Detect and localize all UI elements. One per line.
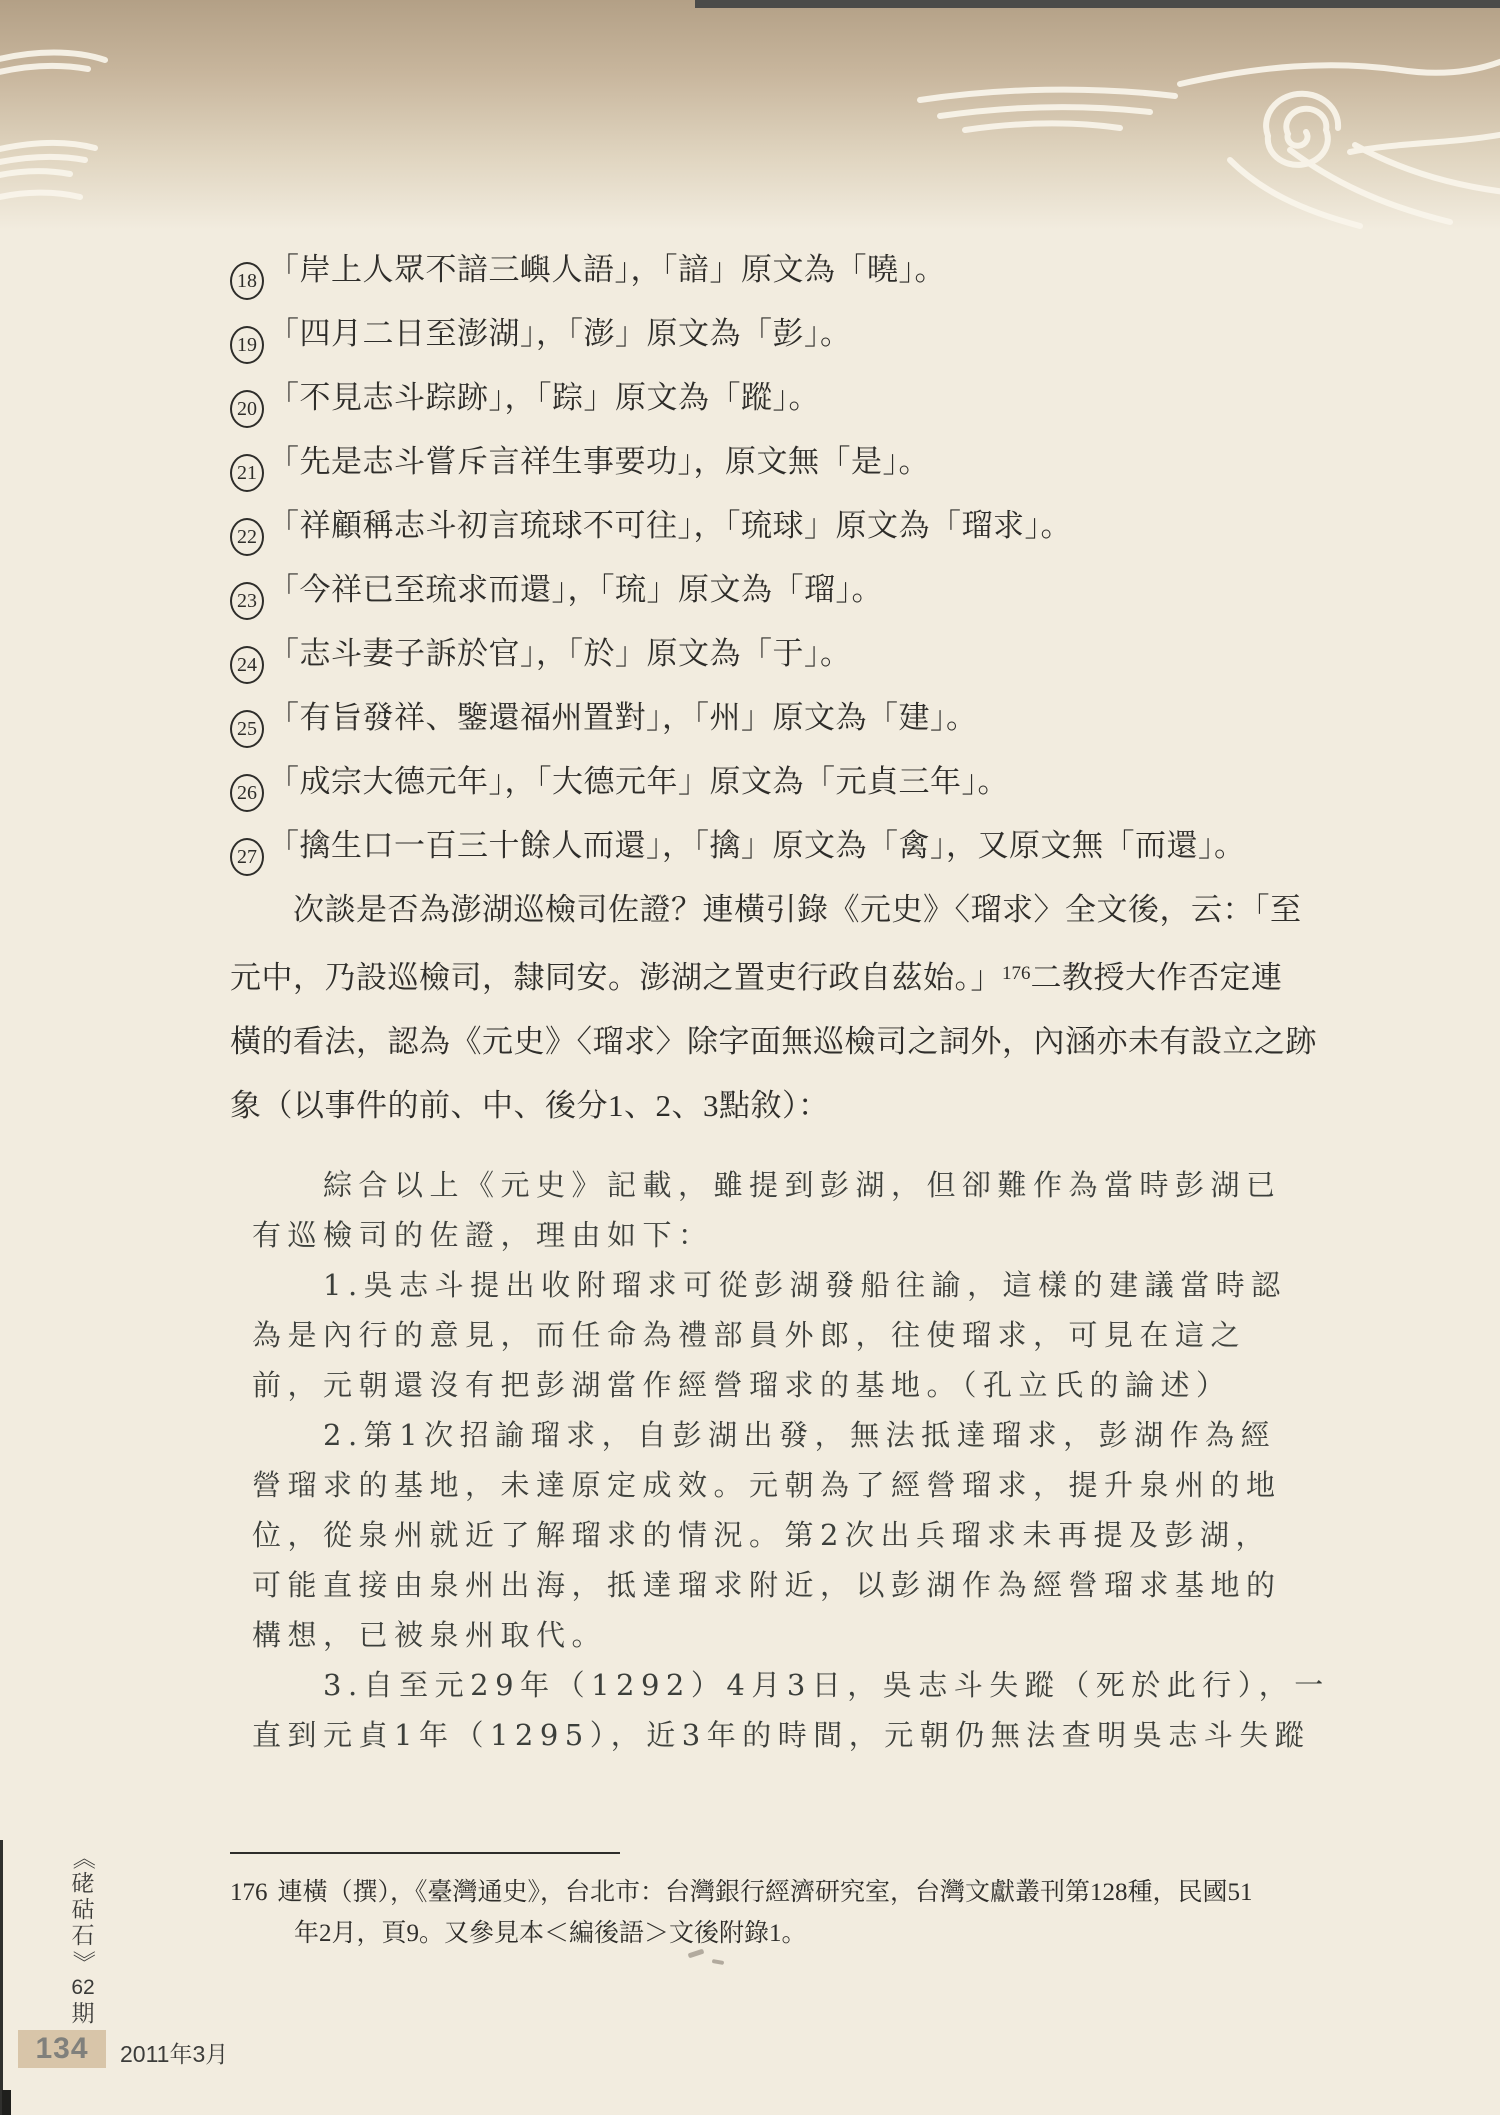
endnote-item (230, 238, 1290, 302)
quote-line: 有巡檢司的佐證，理由如下： (252, 1218, 714, 1252)
circled-number: 18 (230, 262, 264, 300)
circled-number: 21 (230, 454, 264, 492)
endnote-item (230, 430, 1290, 494)
footnote-number: 176 (230, 1879, 268, 1906)
endnote-item (230, 750, 1290, 814)
endnote-item (230, 302, 1290, 366)
quote-line: 前，元朝還沒有把彭湖當作經營瑠求的基地。（孔立氏的論述） (252, 1368, 1232, 1402)
journal-title-character: 期 (71, 2001, 95, 2026)
footnote-reference-mark: 176 (1002, 963, 1031, 984)
paragraph-text: 二教授大作否定連 (1030, 960, 1283, 995)
paragraph-line: 次談是否為澎湖巡檢司佐證？連橫引錄《元史》〈瑠求〉全文後，云：「至 (230, 892, 1302, 927)
quote-line: 直到元貞1年（1295），近3年的時間，元朝仍無法查明吳志斗失蹤 (252, 1718, 1311, 1752)
circled-number: 19 (230, 326, 264, 364)
footnote-separator-rule (230, 1852, 620, 1854)
cloud-wave-decoration (0, 0, 1500, 230)
endnote-text: 「四月二日至澎湖」，「澎」原文為「彭」。 (268, 316, 852, 351)
endnote-text: 「岸上人眾不諳三嶼人語」，「諳」原文為「曉」。 (268, 252, 946, 287)
paragraph-line: 橫的看法，認為《元史》〈瑠求〉除字面無巡檢司之詞外，內涵亦未有設立之跡 (230, 1024, 1317, 1059)
journal-title-character: 》 (71, 1950, 96, 1974)
scan-corner-mark (2, 2090, 11, 2115)
endnote-item (230, 686, 1290, 750)
endnote-text: 「志斗妻子訴於官」，「於」原文為「于」。 (268, 636, 852, 671)
journal-title-character: 硓 (71, 1871, 95, 1896)
quote-line: 2.第1次招諭瑠求，自彭湖出發，無法抵達瑠求，彭湖作為經 (252, 1418, 1277, 1452)
endnote-text: 「擒生口一百三十餘人而還」，「擒」原文為「禽」，又原文無「而還」。 (268, 828, 1246, 863)
endnote-text: 「成宗大德元年」，「大德元年」原文為「元貞三年」。 (268, 764, 1009, 799)
footnote-line (230, 1872, 1253, 1913)
quote-line: 1.吳志斗提出收附瑠求可從彭湖發船往諭，這樣的建議當時認 (252, 1268, 1287, 1302)
paragraph-line: 象（以事件的前、中、後分1、2、3點敘）： (230, 1088, 830, 1123)
circled-number: 27 (230, 838, 264, 876)
endnote-text: 「先是志斗嘗斥言祥生事要功」，原文無「是」。 (268, 444, 930, 479)
footnote-text: 連橫（撰），《臺灣通史》，台北市：台灣銀行經濟研究室，台灣文獻叢刊第128種，民國51 (277, 1879, 1253, 1906)
quote-line: 綜合以上《元史》記載，雖提到彭湖，但卻難作為當時彭湖已 (252, 1168, 1282, 1202)
page-number-badge: 134 (18, 2030, 106, 2068)
paragraph-line (230, 942, 1370, 1010)
footnote (230, 1872, 1253, 1954)
block-quote (252, 1160, 1370, 1760)
journal-title-character: 石 (71, 1923, 95, 1948)
circled-number: 24 (230, 646, 264, 684)
endnote-text: 「祥顧稱志斗初言琉球不可往」，「琉球」原文為「瑠求」。 (268, 508, 1072, 543)
endnote-item (230, 558, 1290, 622)
scan-smudge (712, 1959, 725, 1965)
body-paragraph (230, 878, 1370, 1138)
issue-date: 2011年3月 (120, 2041, 229, 2067)
top-edge-scan-bar (695, 0, 1500, 8)
circled-number: 26 (230, 774, 264, 812)
paragraph-text: 元中，乃設巡檢司，隸同安。澎湖之置吏行政自茲始。」 (230, 960, 1002, 995)
footnote-line: 年2月，頁9。又參見本＜編後語＞文後附錄1。 (294, 1920, 807, 1947)
journal-title-vertical (56, 1845, 110, 2027)
quote-line: 可能直接由泉州出海，抵達瑠求附近，以彭湖作為經營瑠求基地的 (252, 1568, 1282, 1602)
circled-number: 23 (230, 582, 264, 620)
journal-title-character: 𥑮 (71, 1897, 95, 1922)
endnote-text: 「不見志斗踪跡」，「踪」原文為「蹤」。 (268, 380, 820, 415)
endnote-item (230, 814, 1290, 878)
endnote-item (230, 366, 1290, 430)
page-body (230, 238, 1370, 1760)
quote-line: 位，從泉州就近了解瑠求的情況。第2次出兵瑠求未再提及彭湖， (252, 1518, 1271, 1552)
circled-number: 22 (230, 518, 264, 556)
quote-line: 為是內行的意見，而任命為禮部員外郎，往使瑠求，可見在這之 (252, 1318, 1247, 1352)
journal-title-character: 62 (71, 1976, 95, 1999)
quote-line: 營瑠求的基地，未達原定成效。元朝為了經營瑠求，提升泉州的地 (252, 1468, 1282, 1502)
quote-line: 3.自至元29年（1292）4月3日，吳志斗失蹤（死於此行），一 (252, 1668, 1330, 1702)
endnote-text: 「有旨發祥、鑒還福州置對」，「州」原文為「建」。 (268, 700, 978, 735)
quote-line: 構想，已被泉州取代。 (252, 1618, 608, 1652)
endnote-item (230, 494, 1290, 558)
scan-edge-line (0, 1840, 3, 2115)
circled-number: 20 (230, 390, 264, 428)
endnotes-list (230, 238, 1290, 878)
endnote-text: 「今祥已至琉求而還」，「琉」原文為「瑠」。 (268, 572, 883, 607)
journal-title-character: 《 (71, 1846, 96, 1870)
circled-number: 25 (230, 710, 264, 748)
endnote-item (230, 622, 1290, 686)
